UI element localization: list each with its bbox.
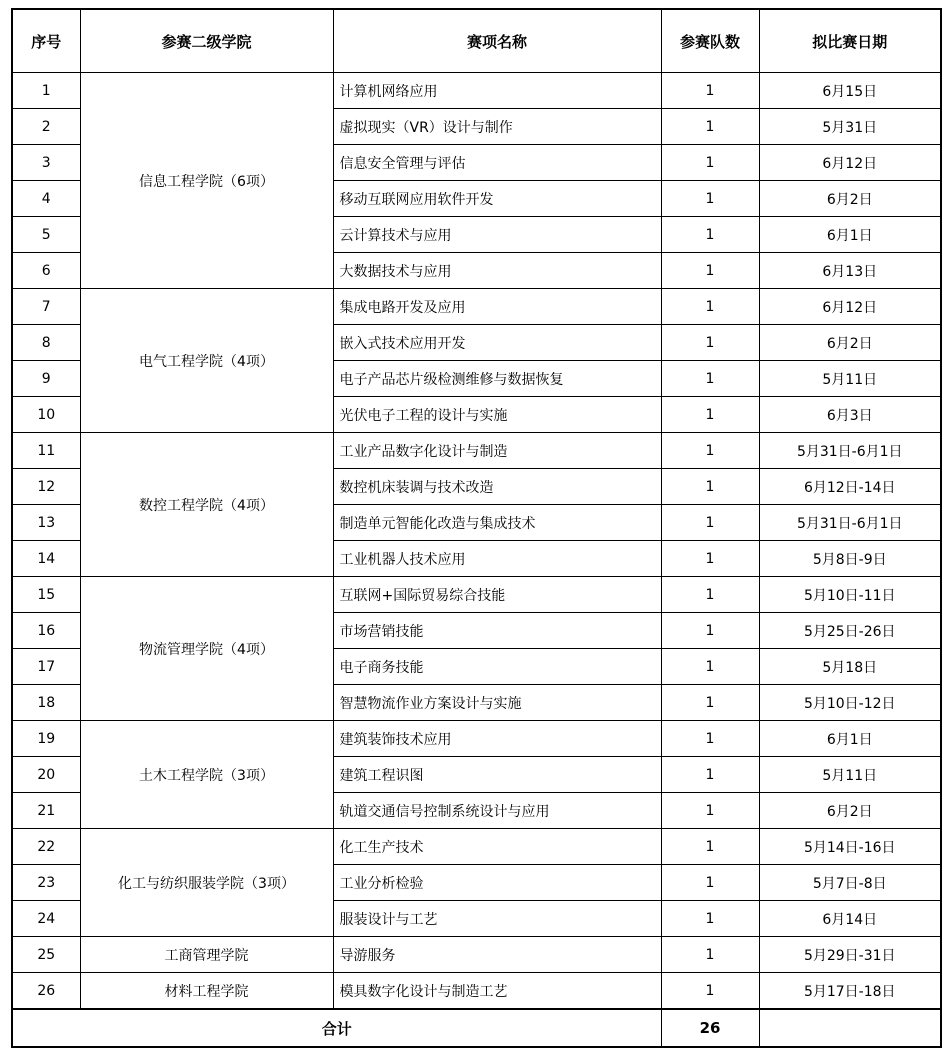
cell-no: 22 (12, 829, 80, 865)
cell-event: 轨道交通信号控制系统设计与应用 (333, 793, 661, 829)
cell-no: 15 (12, 577, 80, 613)
cell-college: 数控工程学院（4项） (80, 433, 333, 577)
cell-event: 电子产品芯片级检测维修与数据恢复 (333, 361, 661, 397)
header-no: 序号 (12, 9, 80, 73)
cell-teams: 1 (661, 109, 759, 145)
table-row (12, 937, 941, 973)
cell-date: 6月3日 (759, 397, 941, 433)
table-row (12, 973, 941, 1010)
header-college: 参赛二级学院 (80, 9, 333, 73)
cell-date: 5月10日-12日 (759, 685, 941, 721)
cell-teams: 1 (661, 685, 759, 721)
cell-event: 建筑工程识图 (333, 757, 661, 793)
cell-no: 10 (12, 397, 80, 433)
cell-event: 嵌入式技术应用开发 (333, 325, 661, 361)
cell-event: 计算机网络应用 (333, 73, 661, 109)
cell-teams: 1 (661, 217, 759, 253)
cell-event: 化工生产技术 (333, 829, 661, 865)
table-row (12, 829, 941, 865)
cell-teams: 1 (661, 469, 759, 505)
cell-event: 信息安全管理与评估 (333, 145, 661, 181)
cell-date: 5月14日-16日 (759, 829, 941, 865)
cell-event: 市场营销技能 (333, 613, 661, 649)
cell-event: 集成电路开发及应用 (333, 289, 661, 325)
cell-date: 5月11日 (759, 361, 941, 397)
cell-date: 5月17日-18日 (759, 973, 941, 1010)
cell-date: 6月13日 (759, 253, 941, 289)
cell-teams: 1 (661, 397, 759, 433)
cell-event: 电子商务技能 (333, 649, 661, 685)
cell-teams: 1 (661, 577, 759, 613)
cell-no: 18 (12, 685, 80, 721)
cell-date: 6月1日 (759, 217, 941, 253)
cell-date: 5月31日 (759, 109, 941, 145)
table-row (12, 433, 941, 469)
table-row (12, 721, 941, 757)
cell-college: 物流管理学院（4项） (80, 577, 333, 721)
cell-teams: 1 (661, 145, 759, 181)
cell-teams: 1 (661, 937, 759, 973)
cell-teams: 1 (661, 505, 759, 541)
cell-date: 5月11日 (759, 757, 941, 793)
cell-event: 工业产品数字化设计与制造 (333, 433, 661, 469)
cell-date: 5月7日-8日 (759, 865, 941, 901)
cell-event: 导游服务 (333, 937, 661, 973)
cell-teams: 1 (661, 73, 759, 109)
cell-college: 工商管理学院 (80, 937, 333, 973)
cell-date: 6月2日 (759, 181, 941, 217)
table-row (12, 289, 941, 325)
cell-no: 12 (12, 469, 80, 505)
cell-college: 电气工程学院（4项） (80, 289, 333, 433)
table-body (12, 73, 941, 1010)
total-label: 合计 (12, 1009, 661, 1047)
total-row (12, 1009, 941, 1047)
cell-college: 材料工程学院 (80, 973, 333, 1010)
cell-date: 5月31日-6月1日 (759, 505, 941, 541)
table-row (12, 73, 941, 109)
total-teams: 26 (661, 1009, 759, 1047)
cell-no: 8 (12, 325, 80, 361)
cell-teams: 1 (661, 757, 759, 793)
header-date: 拟比赛日期 (759, 9, 941, 73)
cell-no: 1 (12, 73, 80, 109)
cell-no: 4 (12, 181, 80, 217)
cell-no: 17 (12, 649, 80, 685)
cell-no: 19 (12, 721, 80, 757)
cell-date: 5月8日-9日 (759, 541, 941, 577)
total-date (759, 1009, 941, 1047)
cell-teams: 1 (661, 433, 759, 469)
cell-no: 3 (12, 145, 80, 181)
cell-no: 26 (12, 973, 80, 1010)
cell-date: 5月31日-6月1日 (759, 433, 941, 469)
cell-no: 5 (12, 217, 80, 253)
cell-date: 6月12日-14日 (759, 469, 941, 505)
cell-event: 工业分析检验 (333, 865, 661, 901)
cell-teams: 1 (661, 721, 759, 757)
cell-date: 5月29日-31日 (759, 937, 941, 973)
cell-date: 5月18日 (759, 649, 941, 685)
cell-teams: 1 (661, 361, 759, 397)
cell-no: 20 (12, 757, 80, 793)
cell-event: 光伏电子工程的设计与实施 (333, 397, 661, 433)
cell-event: 智慧物流作业方案设计与实施 (333, 685, 661, 721)
cell-event: 数控机床装调与技术改造 (333, 469, 661, 505)
cell-teams: 1 (661, 829, 759, 865)
cell-date: 6月1日 (759, 721, 941, 757)
cell-date: 6月12日 (759, 289, 941, 325)
cell-event: 工业机器人技术应用 (333, 541, 661, 577)
cell-no: 6 (12, 253, 80, 289)
table-row (12, 577, 941, 613)
competition-schedule-table (11, 8, 942, 1048)
cell-no: 11 (12, 433, 80, 469)
cell-no: 14 (12, 541, 80, 577)
cell-teams: 1 (661, 613, 759, 649)
cell-teams: 1 (661, 289, 759, 325)
cell-teams: 1 (661, 649, 759, 685)
cell-teams: 1 (661, 181, 759, 217)
cell-event: 互联网+国际贸易综合技能 (333, 577, 661, 613)
cell-college: 土木工程学院（3项） (80, 721, 333, 829)
cell-event: 大数据技术与应用 (333, 253, 661, 289)
cell-date: 6月2日 (759, 325, 941, 361)
cell-event: 移动互联网应用软件开发 (333, 181, 661, 217)
cell-no: 13 (12, 505, 80, 541)
cell-no: 25 (12, 937, 80, 973)
cell-no: 16 (12, 613, 80, 649)
cell-event: 建筑装饰技术应用 (333, 721, 661, 757)
cell-event: 模具数字化设计与制造工艺 (333, 973, 661, 1010)
cell-no: 2 (12, 109, 80, 145)
header-teams: 参赛队数 (661, 9, 759, 73)
cell-no: 7 (12, 289, 80, 325)
cell-date: 6月12日 (759, 145, 941, 181)
cell-no: 24 (12, 901, 80, 937)
cell-teams: 1 (661, 973, 759, 1010)
header-event: 赛项名称 (333, 9, 661, 73)
cell-event: 服装设计与工艺 (333, 901, 661, 937)
cell-date: 6月14日 (759, 901, 941, 937)
cell-date: 6月2日 (759, 793, 941, 829)
cell-teams: 1 (661, 793, 759, 829)
cell-teams: 1 (661, 865, 759, 901)
cell-college: 化工与纺织服装学院（3项） (80, 829, 333, 937)
cell-college: 信息工程学院（6项） (80, 73, 333, 289)
cell-event: 云计算技术与应用 (333, 217, 661, 253)
header-row (12, 9, 941, 73)
cell-teams: 1 (661, 253, 759, 289)
cell-teams: 1 (661, 325, 759, 361)
cell-no: 21 (12, 793, 80, 829)
cell-date: 5月25日-26日 (759, 613, 941, 649)
cell-teams: 1 (661, 901, 759, 937)
cell-event: 虚拟现实（VR）设计与制作 (333, 109, 661, 145)
cell-no: 23 (12, 865, 80, 901)
cell-event: 制造单元智能化改造与集成技术 (333, 505, 661, 541)
cell-date: 5月10日-11日 (759, 577, 941, 613)
cell-no: 9 (12, 361, 80, 397)
cell-teams: 1 (661, 541, 759, 577)
cell-date: 6月15日 (759, 73, 941, 109)
